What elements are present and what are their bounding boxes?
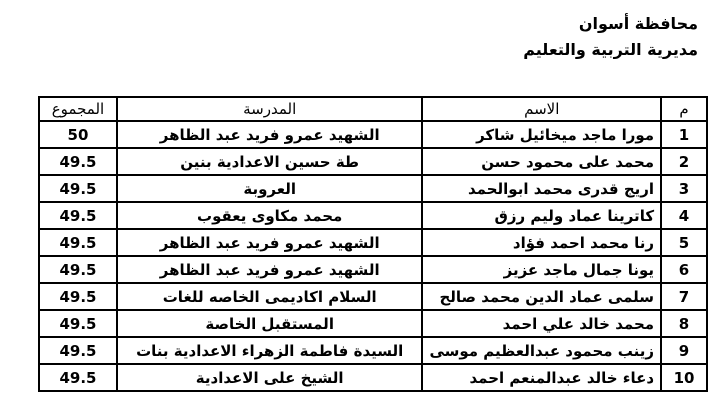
table-row	[39, 121, 707, 148]
row-school-cell: طة حسين الاعدادية بنين	[117, 148, 423, 175]
row-name-cell: رنا محمد احمد فؤاد	[422, 229, 661, 256]
row-school-cell: الشهيد عمرو فريد عبد الظاهر	[117, 256, 423, 283]
row-total-cell: 49.5	[39, 148, 117, 175]
row-school-cell: السيدة فاطمة الزهراء الاعدادية بنات	[117, 337, 423, 364]
row-name-cell: يونا جمال ماجد عزيز	[422, 256, 661, 283]
row-name-cell: دعاء خالد عبدالمنعم احمد	[422, 364, 661, 391]
row-school-cell: المستقبل الخاصة	[117, 310, 423, 337]
column-header-school: المدرسة	[117, 97, 423, 121]
row-school-cell: الشهيد عمرو فريد عبد الظاهر	[117, 229, 423, 256]
row-name-cell: محمد على محمود حسن	[422, 148, 661, 175]
row-name-cell: سلمى عماد الدين محمد صالح	[422, 283, 661, 310]
table-row	[39, 310, 707, 337]
row-num-cell: 1	[661, 121, 707, 148]
directorate-title: مديرية التربية والتعليم	[523, 40, 698, 59]
row-school-cell: العروبة	[117, 175, 423, 202]
row-name-cell: زينب محمود عبدالعظيم موسى	[422, 337, 661, 364]
column-header-num: م	[661, 97, 707, 121]
table-row	[39, 148, 707, 175]
column-header-name: الاسم	[422, 97, 661, 121]
row-name-cell: محمد خالد علي احمد	[422, 310, 661, 337]
row-num-cell: 9	[661, 337, 707, 364]
row-num-cell: 10	[661, 364, 707, 391]
row-school-cell: محمد مكاوى يعقوب	[117, 202, 423, 229]
row-total-cell: 49.5	[39, 256, 117, 283]
row-school-cell: الشهيد عمرو فريد عبد الظاهر	[117, 121, 423, 148]
table-row	[39, 202, 707, 229]
row-num-cell: 7	[661, 283, 707, 310]
row-total-cell: 49.5	[39, 310, 117, 337]
table-row	[39, 337, 707, 364]
row-total-cell: 49.5	[39, 283, 117, 310]
row-num-cell: 8	[661, 310, 707, 337]
row-total-cell: 49.5	[39, 337, 117, 364]
table-header-row	[39, 97, 707, 121]
results-table	[38, 96, 708, 392]
row-num-cell: 6	[661, 256, 707, 283]
table-row	[39, 229, 707, 256]
row-num-cell: 5	[661, 229, 707, 256]
governorate-title: محافظة أسوان	[578, 14, 698, 33]
row-name-cell: كاترينا عماد وليم رزق	[422, 202, 661, 229]
row-total-cell: 49.5	[39, 229, 117, 256]
row-total-cell: 49.5	[39, 175, 117, 202]
table-row	[39, 256, 707, 283]
row-total-cell: 50	[39, 121, 117, 148]
row-num-cell: 4	[661, 202, 707, 229]
row-name-cell: مورا ماجد ميخائيل شاكر	[422, 121, 661, 148]
column-header-total: المجموع	[39, 97, 117, 121]
row-name-cell: اريج قدرى محمد ابوالحمد	[422, 175, 661, 202]
row-num-cell: 2	[661, 148, 707, 175]
table-row	[39, 364, 707, 391]
row-total-cell: 49.5	[39, 202, 117, 229]
row-num-cell: 3	[661, 175, 707, 202]
table-row	[39, 175, 707, 202]
row-school-cell: السلام اكاديمى الخاصه للغات	[117, 283, 423, 310]
row-school-cell: الشيخ على الاعدادية	[117, 364, 423, 391]
table-row	[39, 283, 707, 310]
row-total-cell: 49.5	[39, 364, 117, 391]
